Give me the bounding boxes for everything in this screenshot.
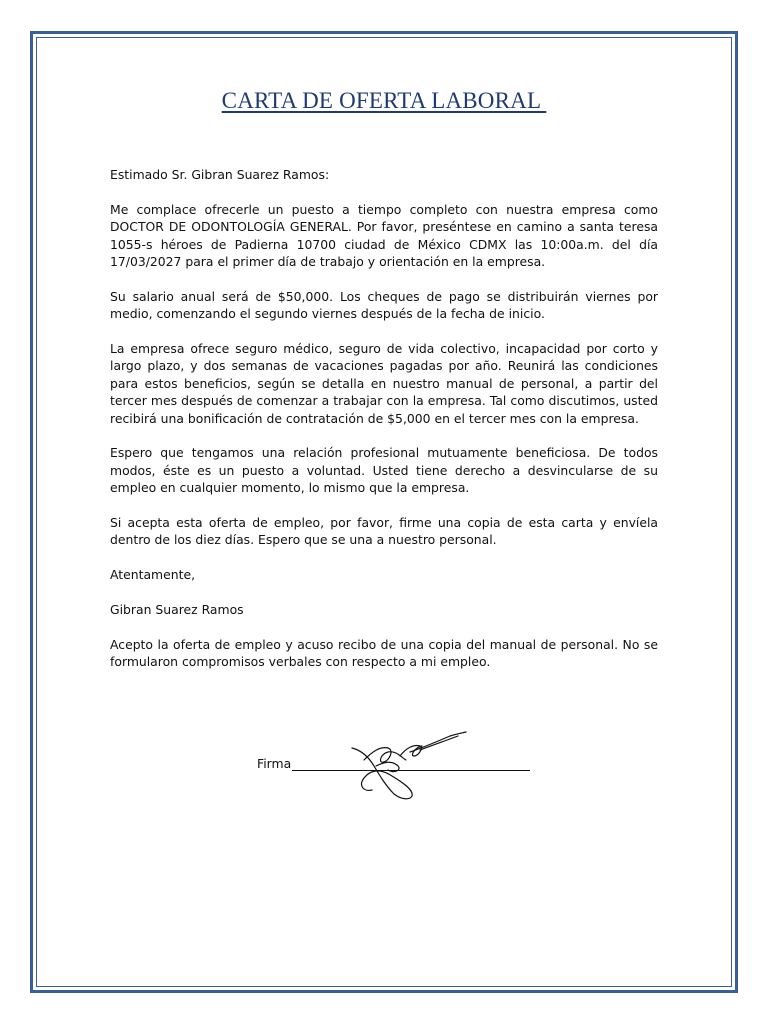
letter-body bbox=[110, 166, 658, 688]
greeting: Estimado Sr. Gibran Suarez Ramos: bbox=[110, 167, 330, 182]
paragraph-acceptance-request: Si acepta esta oferta de empleo, por favor, firme una copia de esta carta y envíela dentro de los diez días. Espero que se una a nuestro personal. bbox=[110, 515, 658, 548]
closing: Atentamente, bbox=[110, 567, 196, 583]
letter-title: CARTA DE OFERTA LABORAL bbox=[221, 88, 547, 113]
acceptance-statement: Acepto la oferta de empleo y acuso recibo de una copia del manual de personal. No se formularon compromisos verbales con respecto a mi empleo. bbox=[110, 636, 658, 670]
letter-title-container bbox=[0, 88, 768, 114]
handwritten-signature bbox=[350, 730, 468, 802]
signature-label: Firma bbox=[257, 756, 292, 771]
sender-name: Gibran Suarez Ramos bbox=[110, 602, 244, 618]
paragraph-benefits: La empresa ofrece seguro médico, seguro de vida colectivo, incapacidad por corto y largo plazo, y dos semanas de vacaciones pagadas por año. Reunirá las condiciones para estos beneficios, según se detalla en nuestro manual de personal, a partir del tercer mes después de comenzar a trabajar con la empresa. Tal como discutimos, usted recibirá una bonificación de contratación de $5,000 en el tercer mes con la empresa. bbox=[110, 341, 658, 426]
paragraph-salary: Su salario anual será de $50,000. Los cheques de pago se distribuirán viernes por medio, comenzando el segundo viernes después de la fecha de inicio. bbox=[110, 288, 658, 322]
paragraph-position: Me complace ofrecerle un puesto a tiempo completo con nuestra empresa como DOCTOR DE ODONTOLOGÍA GENERAL. Por favor, preséntese en camino a santa teresa 1055-s héroes de Padierna 10700 ciudad de México CDMX las 10:00a.m. del día 17/03/2027 para el primer día de trabajo y orientación en la empresa. bbox=[110, 201, 658, 270]
paragraph-relationship: Espero que tengamos una relación profesional mutuamente beneficiosa. De todos modos, éste es un puesto a voluntad. Usted tiene derecho a desvincularse de su empleo en cualquier momento, lo mismo que la empresa. bbox=[110, 445, 658, 496]
